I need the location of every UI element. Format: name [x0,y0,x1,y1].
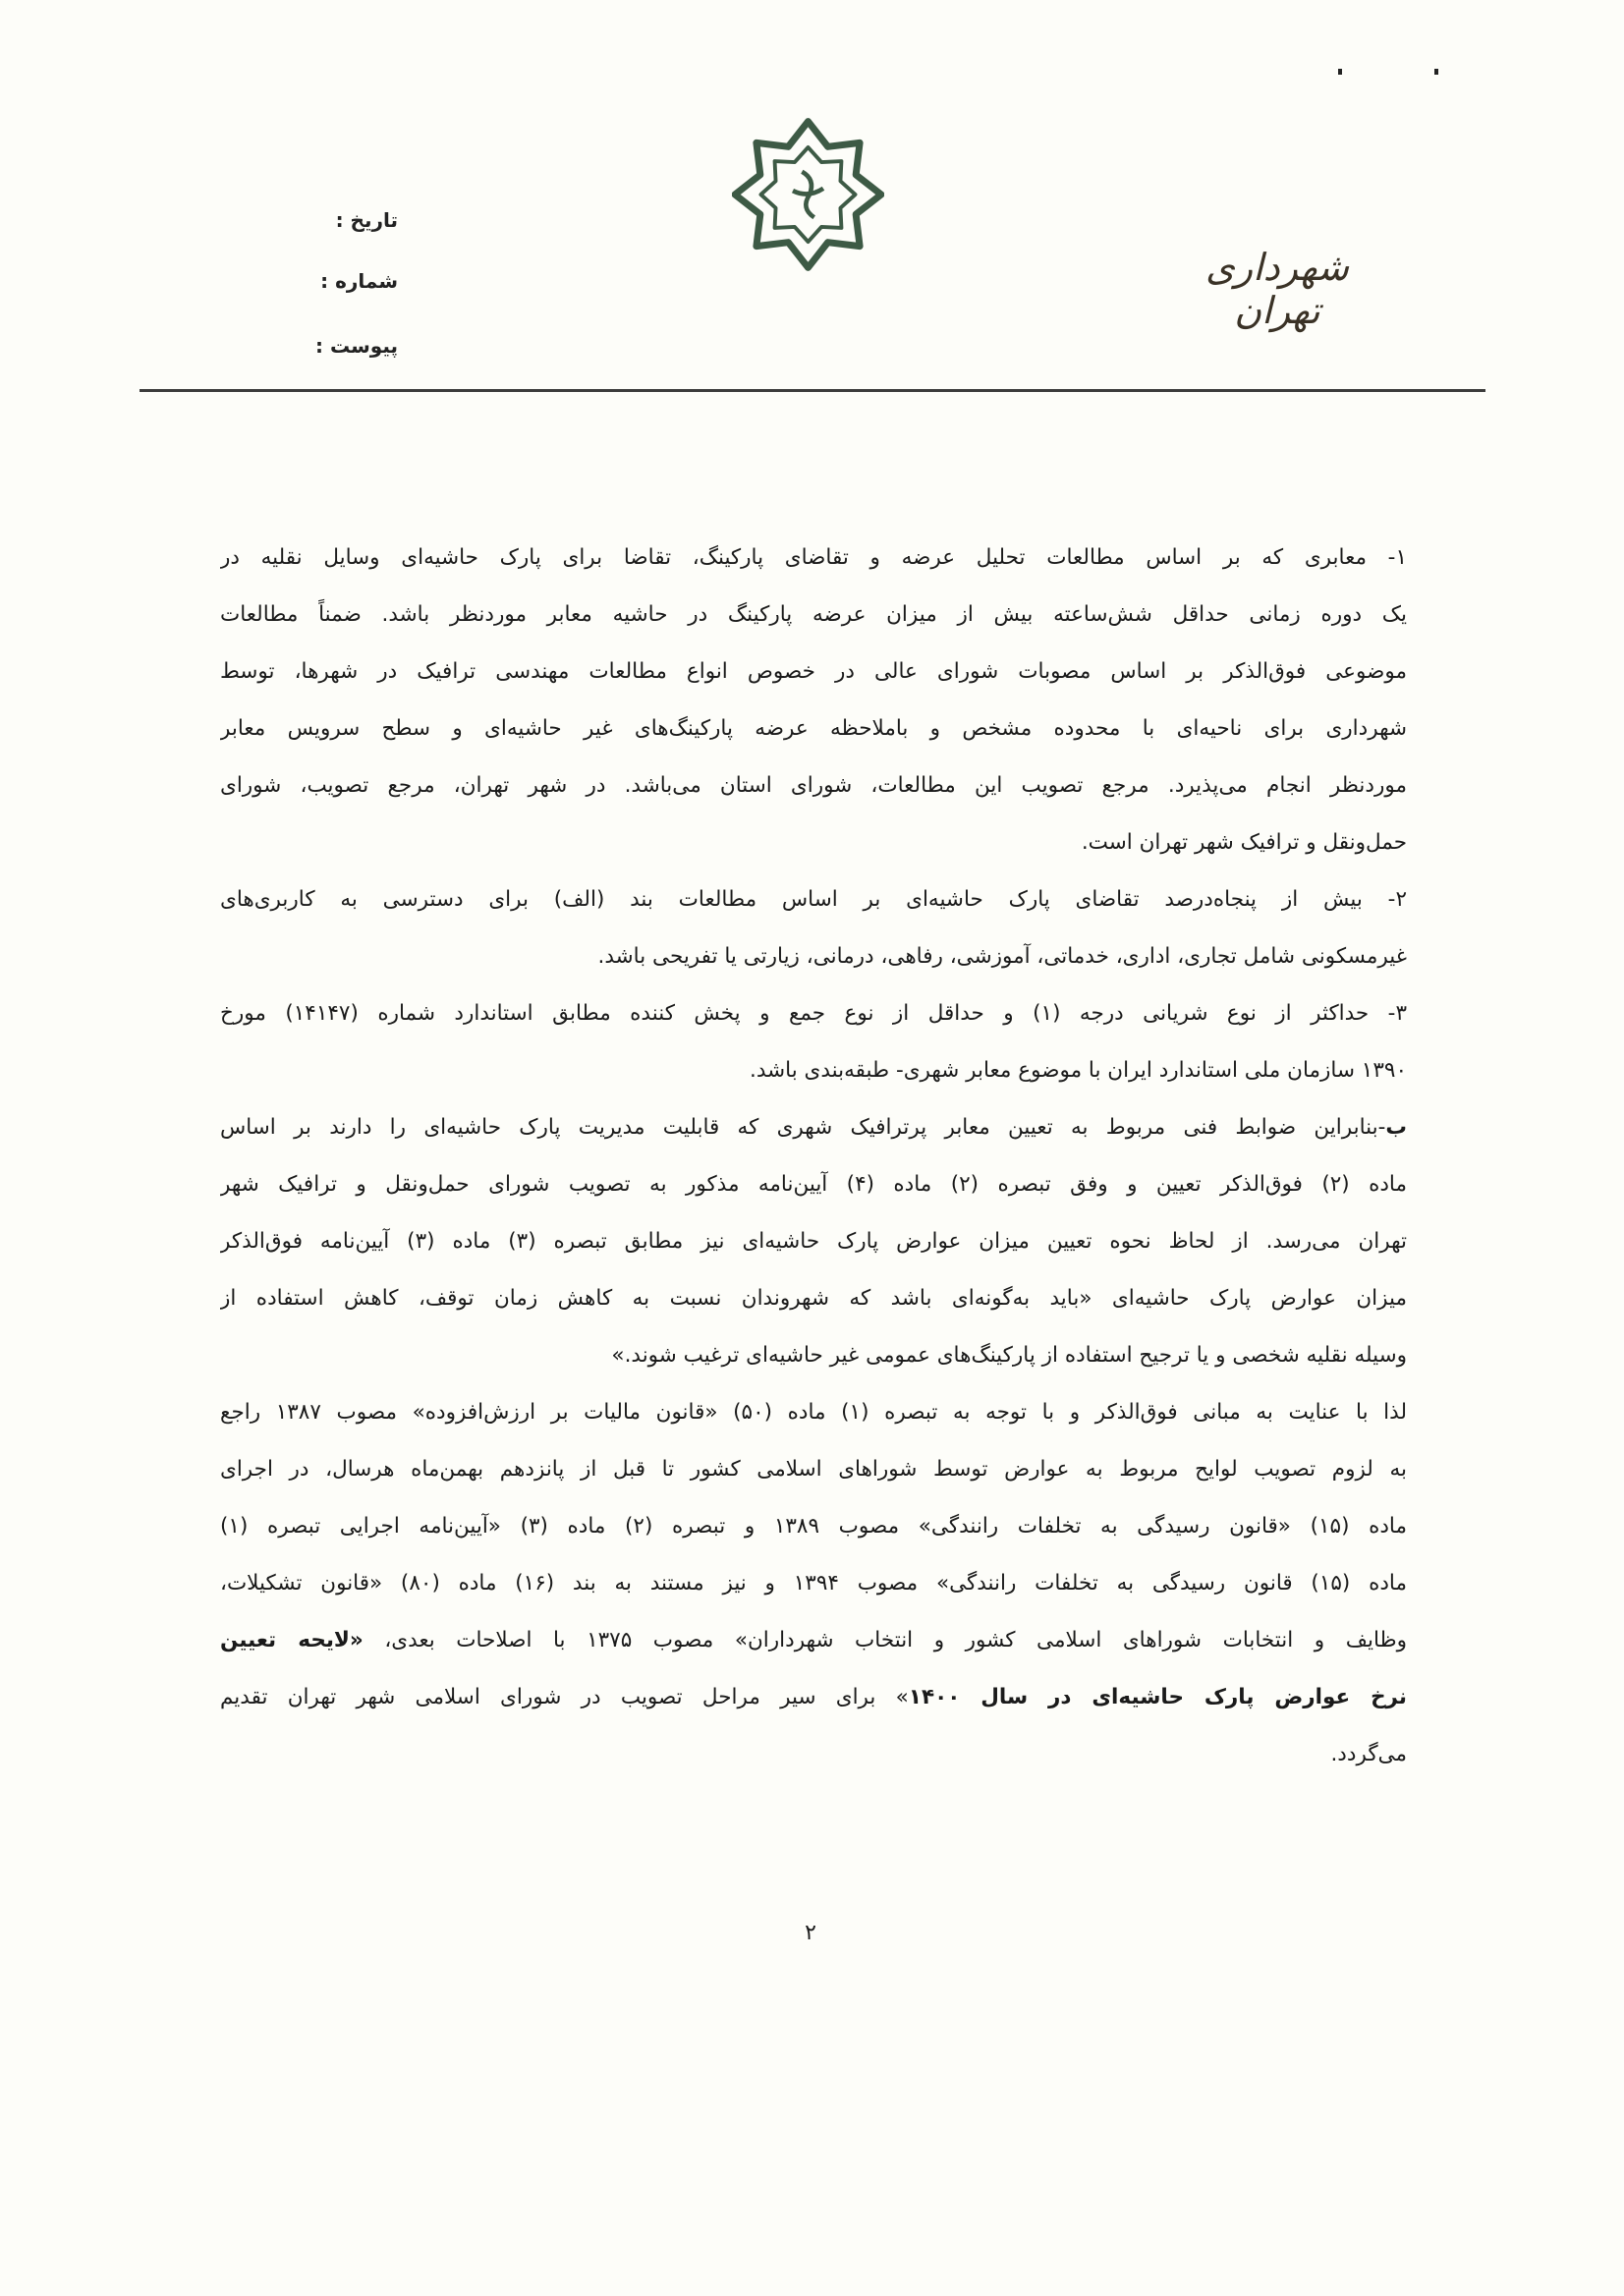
paragraph [220,1099,1407,1384]
text-line [220,985,1407,1042]
line-text: غیرمسکونی شامل تجاری، اداری، خدماتی، آموزشی، رفاهی، درمانی، زیارتی یا تفریحی باشد. [597,944,1407,969]
line-text: ۲- بیش از پنجاه‌درصد تقاضای پارک حاشیه‌ای بر اساس مطالعات بند (الف) برای دسترسی به کاربری‌های [220,887,1407,912]
text-line [220,1099,1407,1156]
bold-text: «لایحه تعیین [220,1628,364,1652]
attachment-label: پیوست : [314,334,398,358]
tehran-municipality-logo [732,116,884,273]
line-text: شهرداری برای ناحیه‌ای با محدوده مشخص و باملاحظه عرضه پارکینگ‌های غیر حاشیه‌ای و سطح سرویس معابر [220,716,1407,741]
paragraph [220,530,1407,871]
text-line [220,1327,1407,1384]
paragraph [220,985,1407,1099]
number-label: شماره : [320,269,398,293]
text-line [220,871,1407,928]
paragraph [220,1384,1407,1783]
text-line [220,1555,1407,1612]
text-line [220,1441,1407,1498]
line-text: وسیله نقلیه شخصی و یا ترجیح استفاده از پارکینگ‌های عمومی غیر حاشیه‌ای ترغیب شوند.» [611,1343,1407,1368]
text-line [220,1156,1407,1213]
paragraph [220,871,1407,985]
text-line [220,1612,1407,1669]
line-text: ۱- معابری که بر اساس مطالعات تحلیل عرضه و تقاضای پارکینگ، تقاضا برای پارک حاشیه‌ای وسایل نقلیه در [220,545,1407,570]
date-label: تاریخ : [335,208,398,232]
bold-text: ب [1385,1115,1407,1140]
line-text: وظایف و انتخابات شوراهای اسلامی کشور و انتخاب شهرداران» مصوب ۱۳۷۵ با اصلاحات بعدی، [363,1628,1407,1652]
text-line [220,530,1407,587]
line-text: ماده (۲) فوق‌الذکر تعیین و وفق تبصره (۲) ماده (۴) آیین‌نامه مذکور به تصویب شورای حمل‌ونقل و ترافیک شهر [220,1172,1407,1197]
line-text: ۱۳۹۰ سازمان ملی استاندارد ایران با موضوع معابر شهری- طبقه‌بندی باشد. [750,1058,1407,1083]
scan-mark [1338,69,1342,75]
text-line [220,1384,1407,1441]
line-text: یک دوره زمانی حداقل شش‌ساعته بیش از میزان عرضه پارکینگ در حاشیه معابر موردنظر باشد. ضمناً مطالعات [220,602,1407,627]
line-text: می‌گردد. [1330,1742,1407,1766]
line-text: لذا با عنایت به مبانی فوق‌الذکر و با توجه به تبصره (۱) ماده (۵۰) «قانون مالیات بر ارزش‌افزوده» مصوب ۱۳۸۷ راجع [220,1400,1407,1425]
line-text: حمل‌ونقل و ترافیک شهر تهران است. [1081,830,1407,855]
text-line [220,928,1407,985]
organization-name-calligraphy: شهرداری تهران [1205,246,1349,332]
line-text: ماده (۱۵) قانون رسیدگی به تخلفات رانندگی» مصوب ۱۳۹۴ و نیز مستند به بند (۱۶) ماده (۸۰) «قانون تشکیلات، [220,1571,1407,1596]
text-line [220,644,1407,700]
text-line [220,1270,1407,1327]
text-line [220,1213,1407,1270]
line-text: میزان عوارض پارک حاشیه‌ای «باید به‌گونه‌ای باشد که شهروندان نسبت به کاهش زمان توقف، کاهش استفاده از [220,1286,1407,1311]
text-line [220,1669,1407,1726]
line-text: موضوعی فوق‌الذکر بر اساس مصوبات شورای عالی در خصوص انواع مطالعات مهندسی ترافیک در شهرها، توسط [220,659,1407,684]
line-text: به لزوم تصویب لوایح مربوط به عوارض توسط شوراهای اسلامی کشور تا قبل از پانزدهم بهمن‌ماه هرسال، در اجرای [220,1457,1407,1482]
logo-calligraphy-mark [793,172,823,218]
line-text: ۳- حداکثر از نوع شریانی درجه (۱) و حداقل از نوع جمع و پخش کننده مطابق استاندارد شماره (۱۴۱۴۷) مورخ [220,1001,1407,1026]
text-line [220,700,1407,757]
text-line [220,757,1407,814]
header-divider [140,389,1485,392]
text-line [220,1498,1407,1555]
document-body [220,530,1407,1783]
page-number: ۲ [805,1921,816,1945]
line-text: -بنابراین ضوابط فنی مربوط به تعیین معابر پرترافیک شهری که قابلیت مدیریت پارک حاشیه‌ای را دارند بر اساس [220,1115,1386,1140]
text-line [220,1042,1407,1099]
line-text: ماده (۱۵) «قانون رسیدگی به تخلفات رانندگی» مصوب ۱۳۸۹ و تبصره (۲) ماده (۳) «آیین‌نامه اجرایی تبصره (۱) [220,1514,1407,1539]
line-text: تهران می‌رسد. از لحاظ نحوه تعیین میزان عوارض پارک حاشیه‌ای نیز مطابق تبصره (۳) ماده (۳) آیین‌نامه فوق‌الذکر [220,1229,1407,1254]
text-line [220,587,1407,644]
line-text: موردنظر انجام می‌پذیرد. مرجع تصویب این مطالعات، شورای استان می‌باشد. در شهر تهران، مرجع تصویب، شورای [220,773,1407,798]
text-line [220,1726,1407,1783]
line-text: » برای سیر مراحل تصویب در شورای اسلامی شهر تهران تقدیم [220,1685,909,1709]
bold-text: نرخ عوارض پارک حاشیه‌ای در سال ۱۴۰۰ [908,1685,1407,1709]
scan-mark [1434,69,1438,75]
text-line [220,814,1407,871]
